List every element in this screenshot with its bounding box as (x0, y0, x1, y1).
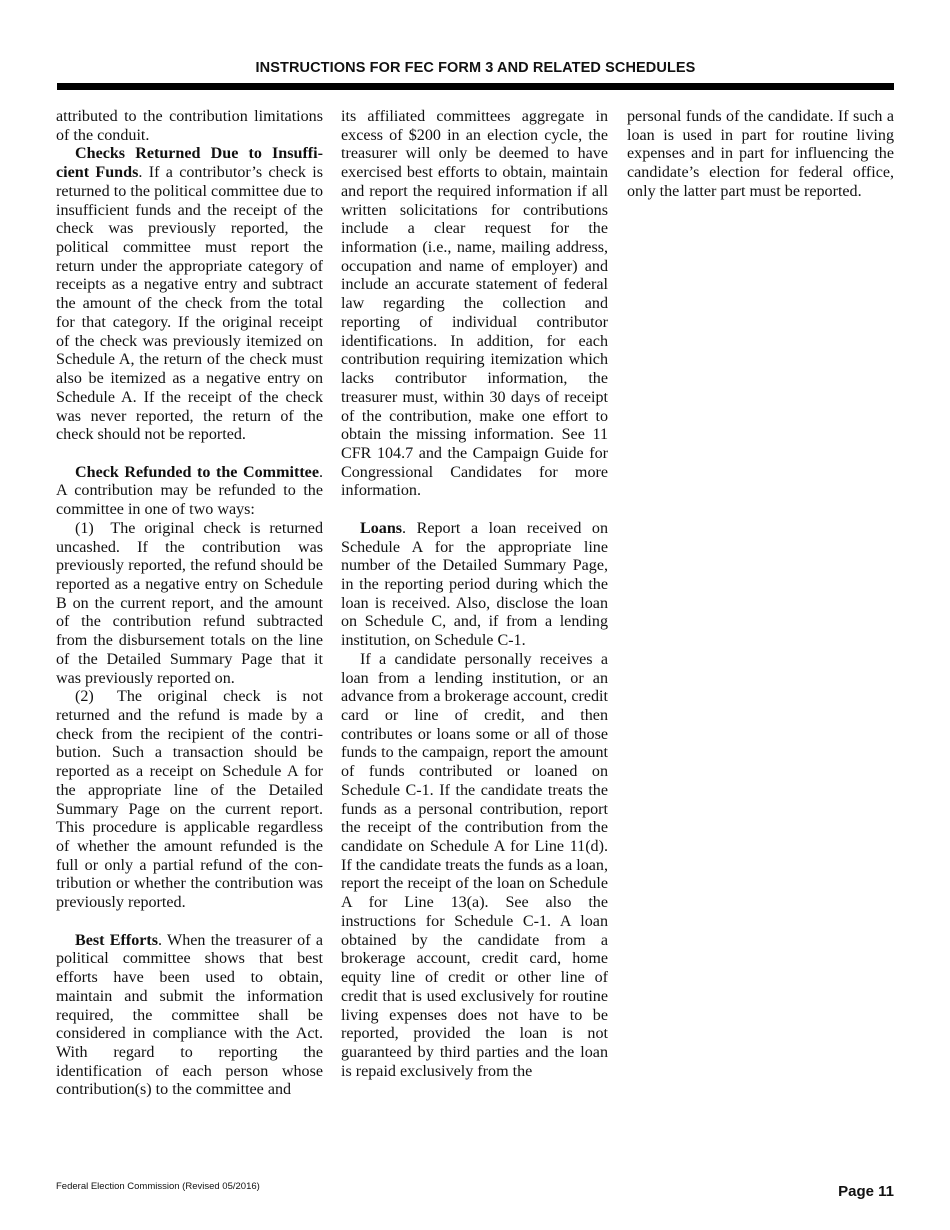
paragraph-refund-method-1: (1) The original check is returned uncashed. If the contribution was previously reported, the refund should be reported as a negative entry on Schedule B on the current report, and the amount of the contribution refund subtracted from the disbursement totals on the line of the Detailed Summary Page that it was previously reported on. (56, 519, 323, 687)
text-column-3 (627, 108, 894, 202)
paragraph-checks-returned (56, 145, 323, 445)
paragraph-check-refunded (56, 464, 323, 520)
footer-publisher: Federal Election Commission (Revised 05/2016) (56, 1181, 260, 1192)
paragraph-refund-method-2: (2) The original check is not returned and the refund is made by a check from the recipient of the contribution. Such a transaction should be reported as a receipt on Schedule A for the appropriate line of the Detailed Summary Page on the current report. This procedure is applicable regardless of whether the amount refunded is the full or only a partial refund of the contribution or whether the contribution was previously reported. (56, 688, 323, 912)
text-column-1 (56, 108, 323, 1100)
paragraph-personal-funds: personal funds of the candidate. If such a loan is used in part for routine living expenses and in part for influencing the candidate’s election for federal office, only the latter part must be reported. (627, 108, 894, 200)
heading-check-refunded: Check Refunded to the Committee (75, 463, 319, 481)
footer-page-number: Page 11 (838, 1183, 894, 1200)
text-loans: . Report a loan received on Schedule A for the appropriate line number of the Detailed Summary Page, in the reporting period during which the loan is received. Also, disclose the loan on Schedule C, and, if from a lending institution, on Schedule C-1. (341, 519, 608, 650)
paragraph-best-efforts (56, 932, 323, 1100)
paragraph-candidate-loan: If a candidate personally receives a loan from a lending institution, or an advance from a brokerage account, credit card or line of credit, and then contributes or loans some or all of those funds to the campaign, report the amount of funds contributed or loaned on Schedule C-1. If the candidate treats the funds as a personal contribution, report the receipt of the contribution from the candidate on Schedule A for Line 11(d). If the candidate treats the funds as a loan, report the receipt of the loan on Schedule A for Line 13(a). See also the instructions for Schedule C-1. A loan obtained by the candidate from a brokerage account, credit card, home equity line of credit or other line of credit that is used exclusively for routine living expenses does not have to be reported, provided the loan is not guaranteed by third parties and the loan is repaid exclusively from the (341, 650, 608, 1080)
paragraph-best-efforts-continuation: its affiliated committees aggregate in excess of $200 in an election cycle, the treasurer will only be deemed to have exercised best efforts to obtain, maintain and report the required information if all written solicitations for contributions include a clear request for the information (i.e., name, mailing address, occupation and name of employer) and include an accurate statement of federal law regarding the collection and reporting of individual contributor identifications. In addition, for each contribution requiring itemization which lacks contributor information, the treasurer must, within 30 days of receipt of the contribution, make one effort to obtain the missing information. See 11 CFR 104.7 and the Campaign Guide for Congressional Candidates for more information. (341, 108, 608, 500)
header-rule (57, 83, 894, 90)
paragraph-loans (341, 520, 608, 651)
text-best-efforts: . When the treasurer of a political committee shows that best efforts have been used to obtain, maintain and submit the information required, the committee shall be considered in compliance with the Act. With regard to reporting the identification of each person whose contribution(s) to the committee and (56, 931, 323, 1099)
page-header-title: INSTRUCTIONS FOR FEC FORM 3 AND RELATED SCHEDULES (255, 60, 696, 76)
paragraph-conduit-continuation: attributed to the contribution limitations of the conduit. (56, 108, 323, 144)
text-checks-returned: . If a contributor’s check is returned to the political committee due to insufficient funds and the receipt of the check was previously reported, the political committee must report the return under the appropriate category of receipts as a negative entry and subtract the amount of the check from the total for that category. If the original receipt of the check was previously itemized on Schedule A, the return of the check must also be itemized as a negative entry on Schedule A. If the receipt of the check was never reported, the return of the check should not be reported. (56, 164, 323, 444)
heading-best-efforts: Best Efforts (75, 931, 159, 949)
heading-checks-returned: Checks Returned Due to Insufficient Funds (56, 145, 323, 182)
text-check-refunded: . A contribution may be refunded to the committee in one of two ways: (56, 463, 323, 519)
heading-loans: Loans (360, 519, 403, 537)
text-column-2 (341, 108, 608, 1081)
